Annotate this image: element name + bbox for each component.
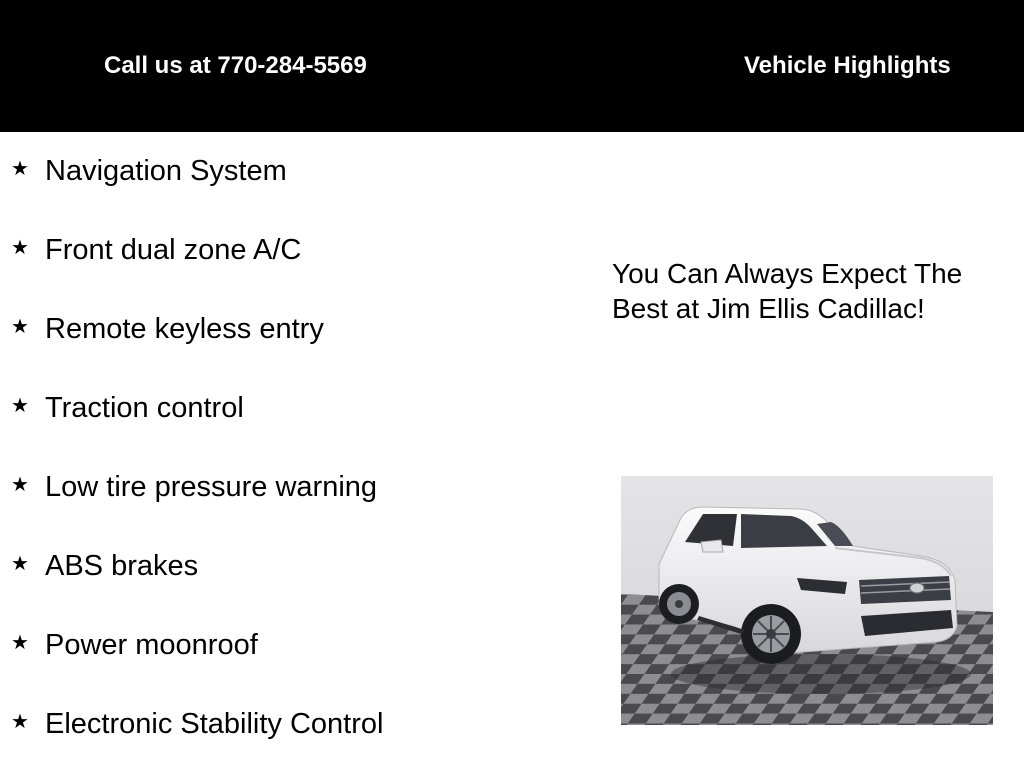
star-icon: ★ <box>11 314 29 338</box>
feature-label: Traction control <box>45 392 244 424</box>
star-icon: ★ <box>11 235 29 259</box>
feature-label: Front dual zone A/C <box>45 234 302 266</box>
dealer-tagline: You Can Always Expect The Best at Jim Ellis Cadillac! <box>612 258 963 324</box>
feature-label: Low tire pressure warning <box>45 471 378 503</box>
star-icon: ★ <box>11 393 29 417</box>
list-item <box>0 290 560 369</box>
header-bar <box>0 0 1024 132</box>
list-item <box>0 211 560 290</box>
star-icon: ★ <box>11 472 29 496</box>
list-item <box>0 527 560 606</box>
list-item <box>0 685 560 764</box>
list-item <box>0 448 560 527</box>
feature-label: ABS brakes <box>45 550 199 582</box>
feature-label: Electronic Stability Control <box>45 708 384 740</box>
feature-label: Power moonroof <box>45 629 258 661</box>
feature-list <box>0 132 560 764</box>
feature-label: Navigation System <box>45 155 287 187</box>
vehicle-highlights-title: Vehicle Highlights <box>744 52 951 79</box>
phone-number[interactable]: Call us at 770-284-5569 <box>104 52 367 79</box>
star-icon: ★ <box>11 709 29 733</box>
list-item <box>0 606 560 685</box>
star-icon: ★ <box>11 156 29 180</box>
list-item <box>0 132 560 211</box>
feature-label: Remote keyless entry <box>45 313 324 345</box>
star-icon: ★ <box>11 551 29 575</box>
star-icon: ★ <box>11 630 29 654</box>
list-item <box>0 369 560 448</box>
vehicle-photo <box>621 476 993 725</box>
